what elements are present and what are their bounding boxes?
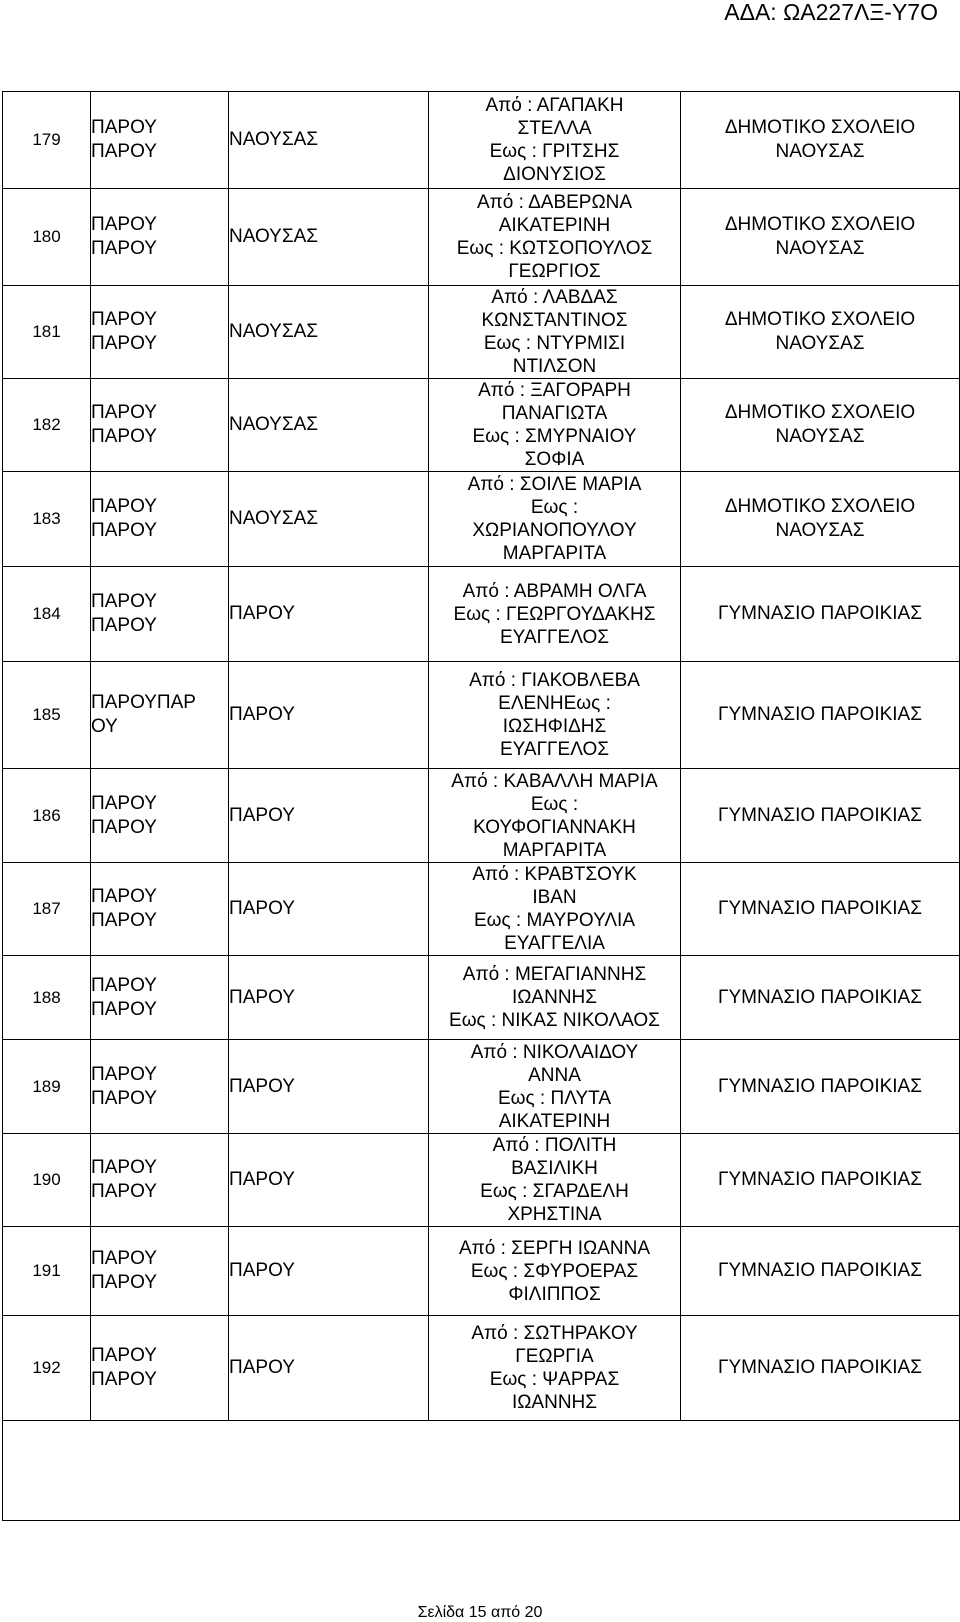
municipality-line: ΠΑΡΟΥ bbox=[91, 333, 157, 354]
school-line: ΓΥΜΝΑΣΙΟ ΠΑΡΟΙΚΙΑΣ bbox=[718, 704, 922, 725]
municipality-line: ΟΥ bbox=[91, 716, 118, 737]
range-line: Εως : ΓΡΙΤΣΗΣ bbox=[489, 141, 620, 162]
row-number: 192 bbox=[3, 1316, 91, 1421]
range-line: Από : ΜΕΓΑΓΙΑΝΝΗΣ bbox=[462, 964, 647, 985]
range-line: ΕΥΑΓΓΕΛΙΑ bbox=[504, 933, 605, 954]
municipality-line: ΠΑΡΟΥ bbox=[91, 426, 157, 447]
range-line: ΧΩΡΙΑΝΟΠΟΥΛΟΥ bbox=[472, 520, 637, 541]
municipality-line: ΠΑΡΟΥ bbox=[91, 998, 157, 1020]
table-row bbox=[3, 863, 960, 956]
row-number: 190 bbox=[3, 1134, 91, 1227]
row-number: 185 bbox=[3, 662, 91, 769]
table-row bbox=[3, 1316, 960, 1421]
municipality-cell bbox=[91, 1316, 229, 1421]
range-line: ΕΥΑΓΓΕΛΟΣ bbox=[499, 626, 610, 648]
municipality-line: ΠΑΡΟΥ bbox=[91, 214, 157, 235]
range-cell bbox=[429, 92, 681, 189]
range-line: Από : ΣΟΙΛΕ ΜΑΡΙΑ bbox=[467, 474, 642, 495]
range-line: ΣΤΕΛΛΑ bbox=[517, 118, 592, 139]
row-number: 187 bbox=[3, 863, 91, 956]
range-cell bbox=[429, 1134, 681, 1227]
range-line: Εως : ΚΩΤΣΟΠΟΥΛΟΣ bbox=[456, 238, 653, 259]
range-line: ΝΤΙΛΣΟΝ bbox=[512, 356, 597, 377]
range-line: Από : ΣΩΤΗΡΑΚΟΥ bbox=[471, 1323, 638, 1344]
row-number: 180 bbox=[3, 189, 91, 286]
range-line: ΚΟΥΦΟΓΙΑΝΝΑΚΗ bbox=[473, 816, 636, 838]
range-line: Εως : ΝΤΥΡΜΙΣΙ bbox=[483, 333, 626, 354]
empty-cell bbox=[3, 1421, 960, 1521]
community-cell: ΠΑΡΟΥ bbox=[229, 1040, 429, 1134]
school-line: ΝΑΟΥΣΑΣ bbox=[775, 426, 865, 447]
municipality-cell bbox=[91, 956, 229, 1040]
range-line: ΑΝΝΑ bbox=[528, 1064, 581, 1086]
school-line: ΓΥΜΝΑΣΙΟ ΠΑΡΟΙΚΙΑΣ bbox=[718, 898, 922, 919]
range-cell bbox=[429, 567, 681, 662]
community-cell: ΠΑΡΟΥ bbox=[229, 1227, 429, 1316]
community-cell: ΠΑΡΟΥ bbox=[229, 863, 429, 956]
table-row bbox=[3, 1227, 960, 1316]
row-number: 184 bbox=[3, 567, 91, 662]
table-row bbox=[3, 1134, 960, 1227]
school-line: ΓΥΜΝΑΣΙΟ ΠΑΡΟΙΚΙΑΣ bbox=[718, 603, 922, 624]
school-cell bbox=[681, 1316, 960, 1421]
range-line: ΦΙΛΙΠΠΟΣ bbox=[508, 1283, 601, 1305]
range-cell bbox=[429, 189, 681, 286]
municipality-line: ΠΑΡΟΥ bbox=[91, 974, 157, 996]
municipality-line: ΠΑΡΟΥ bbox=[91, 1087, 157, 1109]
range-cell bbox=[429, 1316, 681, 1421]
row-number: 182 bbox=[3, 379, 91, 472]
range-line: ΣΟΦΙΑ bbox=[524, 449, 585, 470]
range-line: ΓΕΩΡΓΙΟΣ bbox=[508, 261, 601, 282]
school-line: ΝΑΟΥΣΑΣ bbox=[775, 141, 865, 162]
municipality-cell bbox=[91, 1040, 229, 1134]
school-line: ΓΥΜΝΑΣΙΟ ΠΑΡΟΙΚΙΑΣ bbox=[718, 1260, 922, 1281]
table-row bbox=[3, 286, 960, 379]
municipality-cell bbox=[91, 567, 229, 662]
range-line: Από : ΚΑΒΑΛΛΗ ΜΑΡΙΑ bbox=[451, 770, 658, 792]
municipality-line: ΠΑΡΟΥ bbox=[91, 496, 157, 517]
range-cell bbox=[429, 1040, 681, 1134]
municipality-line: ΠΑΡΟΥ bbox=[91, 1272, 157, 1293]
school-cell bbox=[681, 379, 960, 472]
range-line: Εως : ΝΙΚΑΣ ΝΙΚΟΛΑΟΣ bbox=[449, 1010, 660, 1031]
range-line: ΧΡΗΣΤΙΝΑ bbox=[507, 1204, 602, 1225]
school-cell bbox=[681, 92, 960, 189]
school-cell bbox=[681, 769, 960, 863]
municipality-cell bbox=[91, 769, 229, 863]
range-line: ΓΕΩΡΓΙΑ bbox=[515, 1346, 594, 1367]
school-line: ΓΥΜΝΑΣΙΟ ΠΑΡΟΙΚΙΑΣ bbox=[718, 1169, 922, 1190]
community-cell: ΝΑΟΥΣΑΣ bbox=[229, 189, 429, 286]
range-cell bbox=[429, 769, 681, 863]
municipality-line: ΠΑΡΟΥ bbox=[91, 910, 157, 931]
municipality-line: ΠΑΡΟΥ bbox=[91, 792, 157, 814]
range-line: ΙΩΑΝΝΗΣ bbox=[511, 1392, 598, 1413]
range-cell bbox=[429, 662, 681, 769]
table-body bbox=[3, 92, 960, 1521]
range-cell bbox=[429, 956, 681, 1040]
range-line: ΔΙΟΝΥΣΙΟΣ bbox=[503, 164, 606, 185]
school-line: ΓΥΜΝΑΣΙΟ ΠΑΡΟΙΚΙΑΣ bbox=[718, 804, 922, 826]
municipality-cell bbox=[91, 472, 229, 567]
range-line: Από : ΠΟΛΙΤΗ bbox=[492, 1135, 617, 1156]
row-number: 179 bbox=[3, 92, 91, 189]
range-line: ΑΙΚΑΤΕΡΙΝΗ bbox=[498, 215, 611, 236]
municipality-line: ΠΑΡΟΥ bbox=[91, 309, 157, 330]
municipality-line: ΠΑΡΟΥ bbox=[91, 591, 157, 612]
school-line: ΓΥΜΝΑΣΙΟ ΠΑΡΟΙΚΙΑΣ bbox=[718, 986, 922, 1008]
range-line: Από : ΔΑΒΕΡΩΝΑ bbox=[476, 192, 633, 213]
range-cell bbox=[429, 472, 681, 567]
range-line: Από : ΓΙΑΚΟΒΛΕΒΑ bbox=[469, 670, 640, 691]
range-line: ΠΑΝΑΓΙΩΤΑ bbox=[501, 403, 608, 424]
table-row bbox=[3, 662, 960, 769]
community-cell: ΝΑΟΥΣΑΣ bbox=[229, 286, 429, 379]
range-line: Από : ΞΑΓΟΡΑΡΗ bbox=[478, 380, 631, 401]
table-row bbox=[3, 189, 960, 286]
municipality-line: ΠΑΡΟΥ bbox=[91, 615, 157, 636]
school-cell bbox=[681, 863, 960, 956]
row-number: 181 bbox=[3, 286, 91, 379]
municipality-line: ΠΑΡΟΥ bbox=[91, 1157, 157, 1178]
range-line: Εως : bbox=[530, 793, 579, 815]
municipality-cell bbox=[91, 1227, 229, 1316]
row-number: 189 bbox=[3, 1040, 91, 1134]
municipality-cell bbox=[91, 92, 229, 189]
table-row bbox=[3, 956, 960, 1040]
municipality-line: ΠΑΡΟΥ bbox=[91, 238, 157, 259]
community-cell: ΠΑΡΟΥ bbox=[229, 769, 429, 863]
range-line: ΙΩΣΗΦΙΔΗΣ bbox=[502, 716, 607, 737]
municipality-line: ΠΑΡΟΥ bbox=[91, 117, 157, 138]
table-row bbox=[3, 1040, 960, 1134]
school-cell bbox=[681, 286, 960, 379]
table-row bbox=[3, 472, 960, 567]
municipality-line: ΠΑΡΟΥ bbox=[91, 402, 157, 423]
school-line: ΔΗΜΟΤΙΚΟ ΣΧΟΛΕΙΟ bbox=[724, 309, 916, 330]
community-cell: ΝΑΟΥΣΑΣ bbox=[229, 472, 429, 567]
range-cell bbox=[429, 286, 681, 379]
empty-row bbox=[3, 1421, 960, 1521]
range-line: ΙΩΑΝΝΗΣ bbox=[511, 987, 598, 1008]
school-cell bbox=[681, 472, 960, 567]
school-line: ΔΗΜΟΤΙΚΟ ΣΧΟΛΕΙΟ bbox=[724, 214, 916, 235]
community-cell: ΠΑΡΟΥ bbox=[229, 1316, 429, 1421]
school-cell bbox=[681, 189, 960, 286]
range-line: ΕΛΕΝΗΕως : bbox=[498, 693, 611, 714]
school-line: ΝΑΟΥΣΑΣ bbox=[775, 520, 865, 541]
municipality-line: ΠΑΡΟΥ bbox=[91, 1369, 157, 1390]
table-row bbox=[3, 379, 960, 472]
table-row bbox=[3, 769, 960, 863]
school-line: ΔΗΜΟΤΙΚΟ ΣΧΟΛΕΙΟ bbox=[724, 402, 916, 423]
school-cell bbox=[681, 567, 960, 662]
range-line: Εως : ΓΕΩΡΓΟΥΔΑΚΗΣ bbox=[453, 603, 656, 625]
range-cell bbox=[429, 863, 681, 956]
school-line: ΝΑΟΥΣΑΣ bbox=[775, 238, 865, 259]
range-line: Εως : ΠΛΥΤΑ bbox=[497, 1087, 612, 1109]
range-line: Εως : ΣΜΥΡΝΑΙΟΥ bbox=[472, 426, 637, 447]
range-line: ΙΒΑΝ bbox=[532, 887, 577, 908]
assignments-table bbox=[2, 91, 960, 1521]
municipality-line: ΠΑΡΟΥ bbox=[91, 1248, 157, 1269]
row-number: 188 bbox=[3, 956, 91, 1040]
municipality-line: ΠΑΡΟΥ bbox=[91, 816, 157, 838]
municipality-cell bbox=[91, 662, 229, 769]
page-footer: Σελίδα 15 από 20 bbox=[417, 1604, 543, 1621]
range-line: Από : ΚΡΑΒΤΣΟΥΚ bbox=[472, 864, 637, 885]
school-cell bbox=[681, 1040, 960, 1134]
school-cell bbox=[681, 956, 960, 1040]
range-line: ΚΩΝΣΤΑΝΤΙΝΟΣ bbox=[481, 310, 628, 331]
community-cell: ΠΑΡΟΥ bbox=[229, 662, 429, 769]
municipality-cell bbox=[91, 1134, 229, 1227]
community-cell: ΠΑΡΟΥ bbox=[229, 956, 429, 1040]
range-cell bbox=[429, 1227, 681, 1316]
range-line: Από : ΑΓΑΠΑΚΗ bbox=[485, 95, 624, 116]
municipality-line: ΠΑΡΟΥ bbox=[91, 520, 157, 541]
municipality-line: ΠΑΡΟΥΠΑΡ bbox=[91, 692, 196, 713]
range-line: Εως : ΣΦΥΡΟΕΡΑΣ bbox=[470, 1260, 639, 1282]
municipality-cell bbox=[91, 863, 229, 956]
range-line: Από : ΑΒΡΑΜΗ ΟΛΓΑ bbox=[462, 580, 647, 602]
municipality-cell bbox=[91, 286, 229, 379]
range-line: Εως : ΜΑΥΡΟΥΛΙΑ bbox=[473, 910, 635, 931]
range-line: Εως : bbox=[530, 497, 579, 518]
range-line: ΑΙΚΑΤΕΡΙΝΗ bbox=[498, 1110, 611, 1132]
range-line: ΜΑΡΓΑΡΙΤΑ bbox=[502, 839, 607, 861]
municipality-line: ΠΑΡΟΥ bbox=[91, 1345, 157, 1366]
row-number: 186 bbox=[3, 769, 91, 863]
municipality-line: ΠΑΡΟΥ bbox=[91, 1063, 157, 1085]
community-cell: ΝΑΟΥΣΑΣ bbox=[229, 379, 429, 472]
municipality-line: ΠΑΡΟΥ bbox=[91, 1181, 157, 1202]
municipality-line: ΠΑΡΟΥ bbox=[91, 141, 157, 162]
ada-header: ΑΔΑ: ΩΑ227ΛΞ-Υ7Ο bbox=[724, 0, 938, 25]
range-line: ΒΑΣΙΛΙΚΗ bbox=[511, 1158, 598, 1179]
range-line: Από : ΛΑΒΔΑΣ bbox=[491, 287, 618, 308]
municipality-cell bbox=[91, 189, 229, 286]
municipality-cell bbox=[91, 379, 229, 472]
range-line: Από : ΝΙΚΟΛΑΙΔΟΥ bbox=[470, 1041, 639, 1063]
table-row bbox=[3, 567, 960, 662]
range-line: Εως : ΨΑΡΡΑΣ bbox=[489, 1369, 620, 1390]
municipality-line: ΠΑΡΟΥ bbox=[91, 886, 157, 907]
school-cell bbox=[681, 1134, 960, 1227]
range-line: ΕΥΑΓΓΕΛΟΣ bbox=[499, 739, 610, 760]
table-row bbox=[3, 92, 960, 189]
school-line: ΝΑΟΥΣΑΣ bbox=[775, 333, 865, 354]
range-line: Από : ΣΕΡΓΗ ΙΩΑΝΝΑ bbox=[458, 1237, 650, 1259]
community-cell: ΝΑΟΥΣΑΣ bbox=[229, 92, 429, 189]
community-cell: ΠΑΡΟΥ bbox=[229, 567, 429, 662]
school-line: ΔΗΜΟΤΙΚΟ ΣΧΟΛΕΙΟ bbox=[724, 117, 916, 138]
school-line: ΓΥΜΝΑΣΙΟ ΠΑΡΟΙΚΙΑΣ bbox=[718, 1357, 922, 1378]
school-line: ΔΗΜΟΤΙΚΟ ΣΧΟΛΕΙΟ bbox=[724, 496, 916, 517]
range-cell bbox=[429, 379, 681, 472]
community-cell: ΠΑΡΟΥ bbox=[229, 1134, 429, 1227]
school-cell bbox=[681, 662, 960, 769]
school-cell bbox=[681, 1227, 960, 1316]
school-line: ΓΥΜΝΑΣΙΟ ΠΑΡΟΙΚΙΑΣ bbox=[718, 1075, 922, 1097]
row-number: 191 bbox=[3, 1227, 91, 1316]
range-line: ΜΑΡΓΑΡΙΤΑ bbox=[502, 543, 607, 564]
range-line: Εως : ΣΓΑΡΔΕΛΗ bbox=[480, 1181, 629, 1202]
row-number: 183 bbox=[3, 472, 91, 567]
